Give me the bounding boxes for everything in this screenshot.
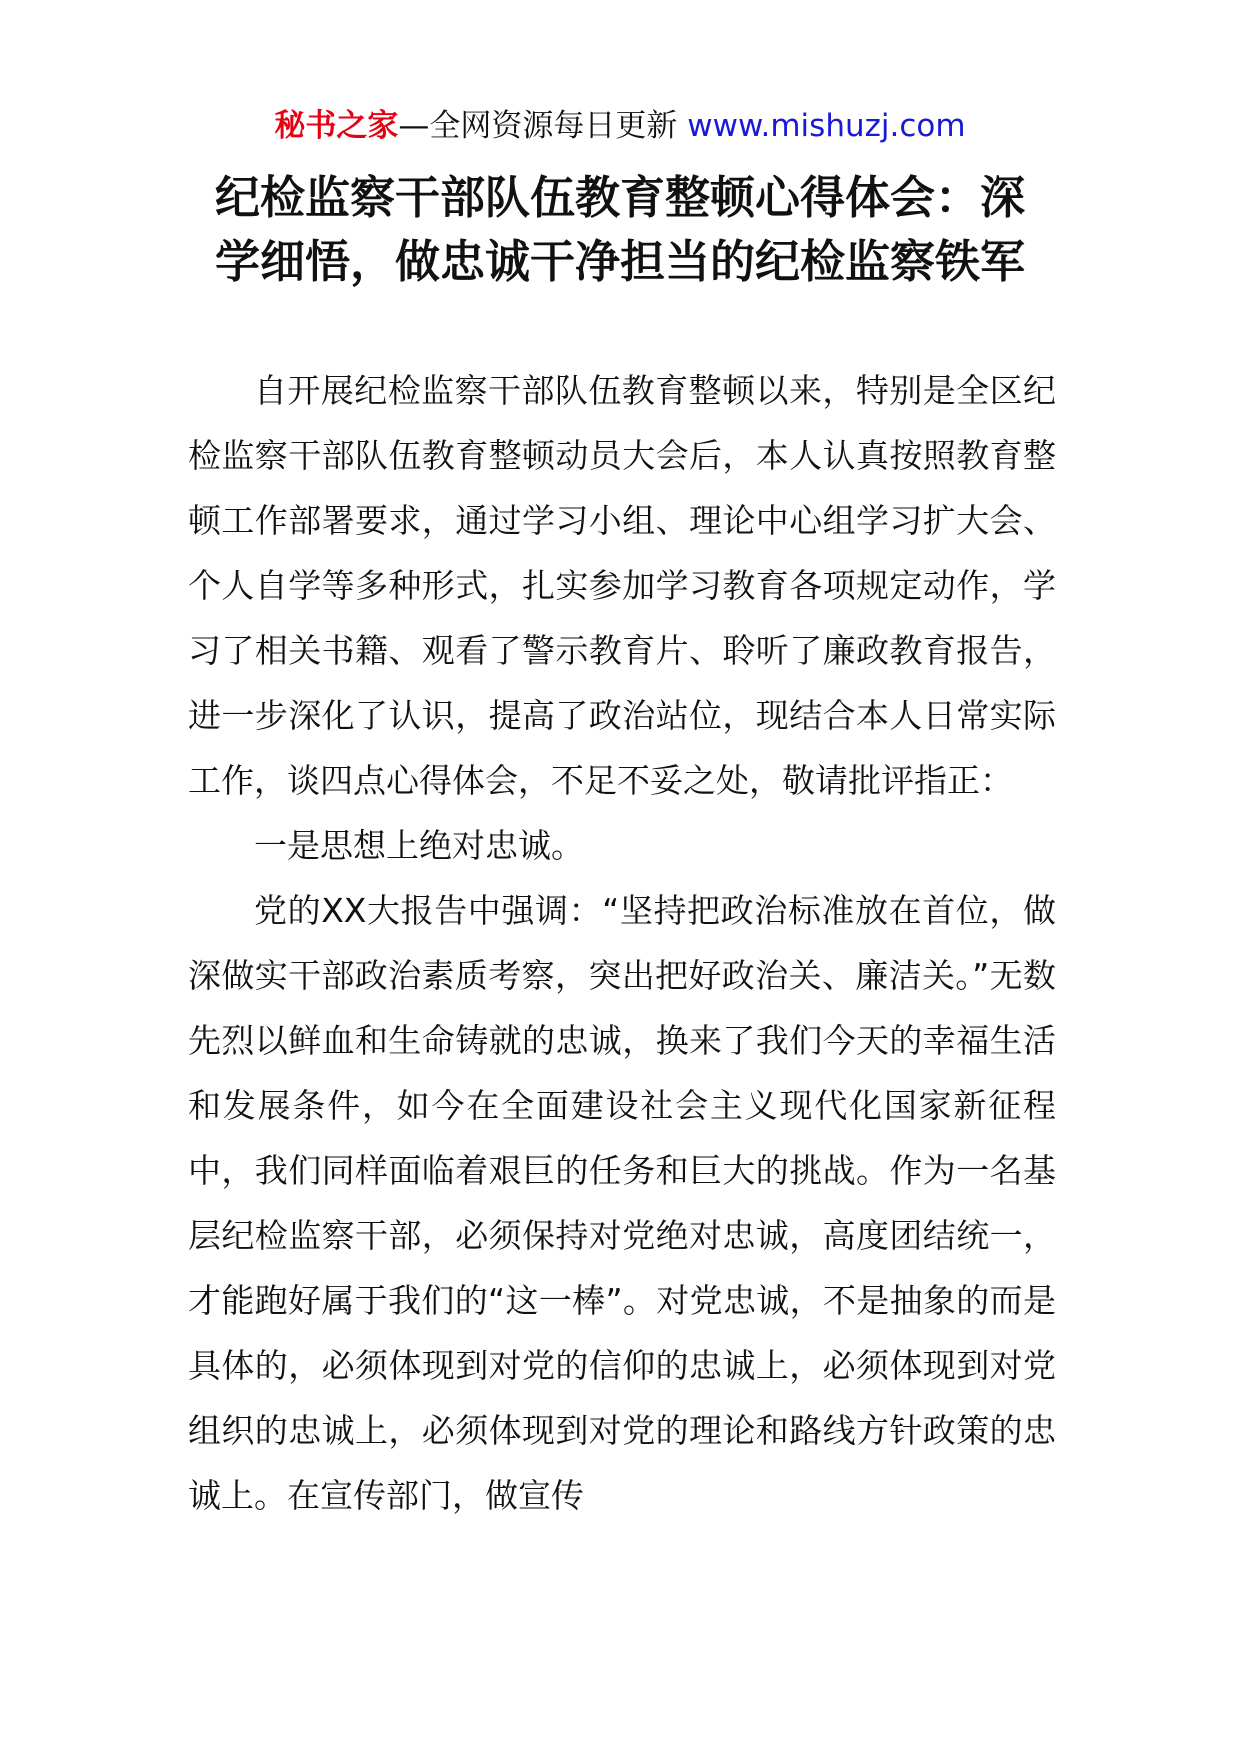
- section-heading-1: 一是思想上绝对忠诚。: [254, 826, 584, 865]
- site-header: [0, 104, 1240, 148]
- title-line-2: 学细悟，做忠诚干净担当的纪检监察铁军: [214, 235, 1025, 288]
- document-title: [150, 166, 1090, 294]
- intro-paragraph: 自开展纪检监察干部队伍教育整顿以来，特别是全区纪检监察干部队伍教育整顿动员大会后，本人认真按照教育整顿工作部署要求，通过学习小组、理论中心组学习扩大会、个人自学等多种形式，扎实参加学习教育各项规定动作，学习了相关书籍、观看了警示教育片、聆听了廉政教育报告，进一步深化了认识，提高了政治站位，现结合本人日常实际工作，谈四点心得体会，不足不妥之处，敬请批评指正：: [188, 371, 1056, 800]
- section-paragraph-1: 党的XX大报告中强调：“坚持把政治标准放在首位，做深做实干部政治素质考察，突出把好政治关、廉洁关。”无数先烈以鲜血和生命铸就的忠诚，换来了我们今天的幸福生活和发展条件，如今在全面建设社会主义现代化国家新征程中，我们同样面临着艰巨的任务和巨大的挑战。作为一名基层纪检监察干部，必须保持对党绝对忠诚，高度团结统一，才能跑好属于我们的“这一棒”。对党忠诚，不是抽象的而是具体的，必须体现到对党的信仰的忠诚上，必须体现到对党组织的忠诚上，必须体现到对党的理论和路线方针政策的忠诚上。在宣传部门，做宣传: [188, 891, 1056, 1515]
- header-tagline: —全网资源每日更新: [398, 108, 688, 144]
- title-line-1: 纪检监察干部队伍教育整顿心得体会：深: [214, 171, 1025, 224]
- brand-name: 秘书之家: [274, 108, 399, 144]
- site-url-link[interactable]: www.mishuzj.com: [687, 108, 966, 144]
- document-body: [188, 358, 1056, 1528]
